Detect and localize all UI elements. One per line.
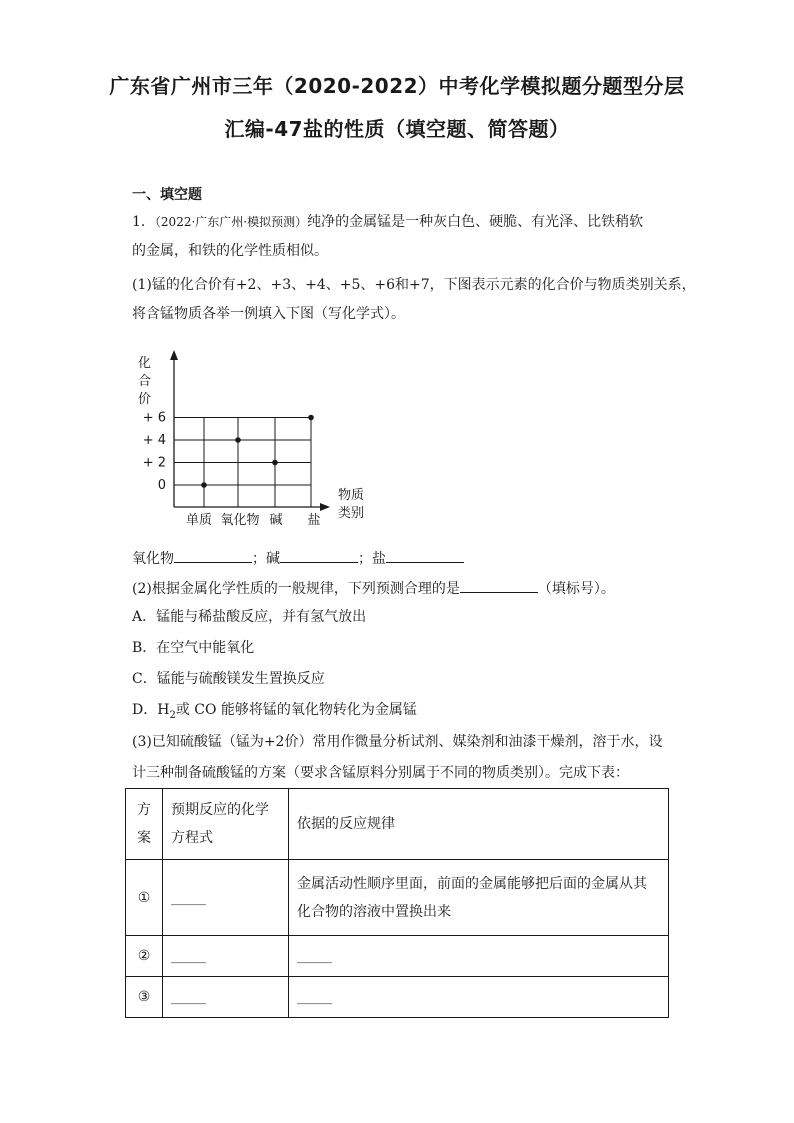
option-d-text: 或 CO 能够将锰的氧化物转化为金属锰 [175, 702, 417, 718]
salt-label: 盐 [372, 551, 386, 567]
scheme-id: ③ [126, 977, 163, 1018]
base-blank[interactable] [280, 548, 358, 563]
scheme-id: ② [126, 936, 163, 977]
rule-cell[interactable]: _____ [289, 977, 669, 1018]
y-tick-label: + 6 [142, 410, 166, 426]
y-tick-label: + 4 [142, 433, 166, 448]
y-tick-label: 0 [157, 478, 166, 493]
valence-category-chart [130, 345, 380, 535]
equation-cell[interactable]: _____ [163, 860, 289, 936]
data-point [235, 437, 241, 443]
x-tick-label: 碱 [269, 513, 283, 528]
chart-points [201, 415, 314, 488]
x-tick-label: 盐 [307, 513, 321, 528]
x-axis-label: 物质类别 [338, 488, 365, 521]
part3-line1: (3)已知硫酸锰（锰为+2价）常用作微量分析试剂、媒染剂和油漆干燥剂，溶于水，设 [132, 734, 663, 750]
option-d-prefix: D．H [132, 702, 170, 718]
x-tick-label: 氧化物 [220, 513, 260, 528]
option-d [132, 702, 672, 724]
option-a: A．锰能与稀盐酸反应，并有氢气放出 [132, 609, 367, 625]
chart-grid [174, 418, 311, 508]
salt-blank[interactable] [386, 548, 464, 563]
data-point [201, 482, 207, 488]
y-tick-label: + 2 [142, 455, 166, 471]
header-equation: 预期反应的化学方程式 [163, 789, 289, 860]
y-tick-labels [143, 411, 166, 494]
chart-axes [170, 350, 330, 511]
x-axis-arrow [320, 503, 330, 511]
question-number: 1． [132, 214, 155, 230]
section-heading: 一、填空题 [132, 187, 202, 203]
y-axis-label: 化合价 [138, 356, 152, 407]
question-intro-text: 纯净的金属锰是一种灰白色、硬脆、有光泽、比铁稍软 [307, 214, 644, 230]
equation-cell[interactable]: _____ [163, 936, 289, 977]
page-title-line2: 汇编-47盐的性质（填空题、简答题） [224, 117, 570, 141]
option-c: C．锰能与硫酸镁发生置换反应 [132, 671, 325, 687]
part3-line2: 计三种制备硫酸锰的方案（要求含锰原料分别属于不同的物质类别）。完成下表： [132, 765, 629, 781]
page-title-line1: 广东省广州市三年（2020-2022）中考化学模拟题分题型分层 [109, 74, 685, 98]
option-b: B．在空气中能氧化 [132, 640, 255, 656]
header-scheme: 方案 [126, 789, 163, 860]
oxide-label: 氧化物 [132, 551, 174, 567]
table-row [126, 860, 669, 936]
part2-stem [132, 578, 672, 597]
rule-cell: 金属活动性顺序里面，前面的金属能够把后面的金属从其化合物的溶液中置换出来 [289, 860, 669, 936]
question-intro-line2: 的金属，和铁的化学性质相似。 [132, 243, 328, 259]
x-tick-label: 单质 [185, 513, 213, 528]
data-point [272, 460, 278, 466]
separator: ； [358, 551, 372, 567]
part1-line1: (1)锰的化合价有+2、+3、+4、+5、+6和+7，下图表示元素的化合价与物质类别关系， [132, 277, 696, 293]
x-tick-labels [186, 512, 321, 528]
answer-line [132, 548, 672, 567]
table-header-row [126, 789, 669, 860]
y-axis-arrow [170, 350, 178, 360]
part1-line2: 将含锰物质各举一例填入下图（写化学式）。 [132, 306, 405, 322]
part2-text: (2)根据金属化学性质的一般规律，下列预测合理的是 [132, 581, 460, 597]
scheme-id: ① [126, 860, 163, 936]
scheme-table [125, 788, 669, 1018]
header-rule: 依据的反应规律 [289, 789, 669, 860]
question-source: （2022·广东广州·模拟预测） [154, 215, 308, 229]
equation-cell[interactable]: _____ [163, 977, 289, 1018]
question-intro-line1 [132, 214, 672, 230]
part2-blank[interactable] [460, 578, 538, 593]
separator: ； [252, 551, 266, 567]
rule-cell[interactable]: _____ [289, 936, 669, 977]
data-point [308, 415, 314, 421]
table-row [126, 936, 669, 977]
part2-tail: （填标号）。 [537, 581, 615, 597]
table-row [126, 977, 669, 1018]
oxide-blank[interactable] [174, 548, 252, 563]
option-d-subscript: 2 [169, 709, 176, 721]
base-label: 碱 [266, 551, 280, 567]
